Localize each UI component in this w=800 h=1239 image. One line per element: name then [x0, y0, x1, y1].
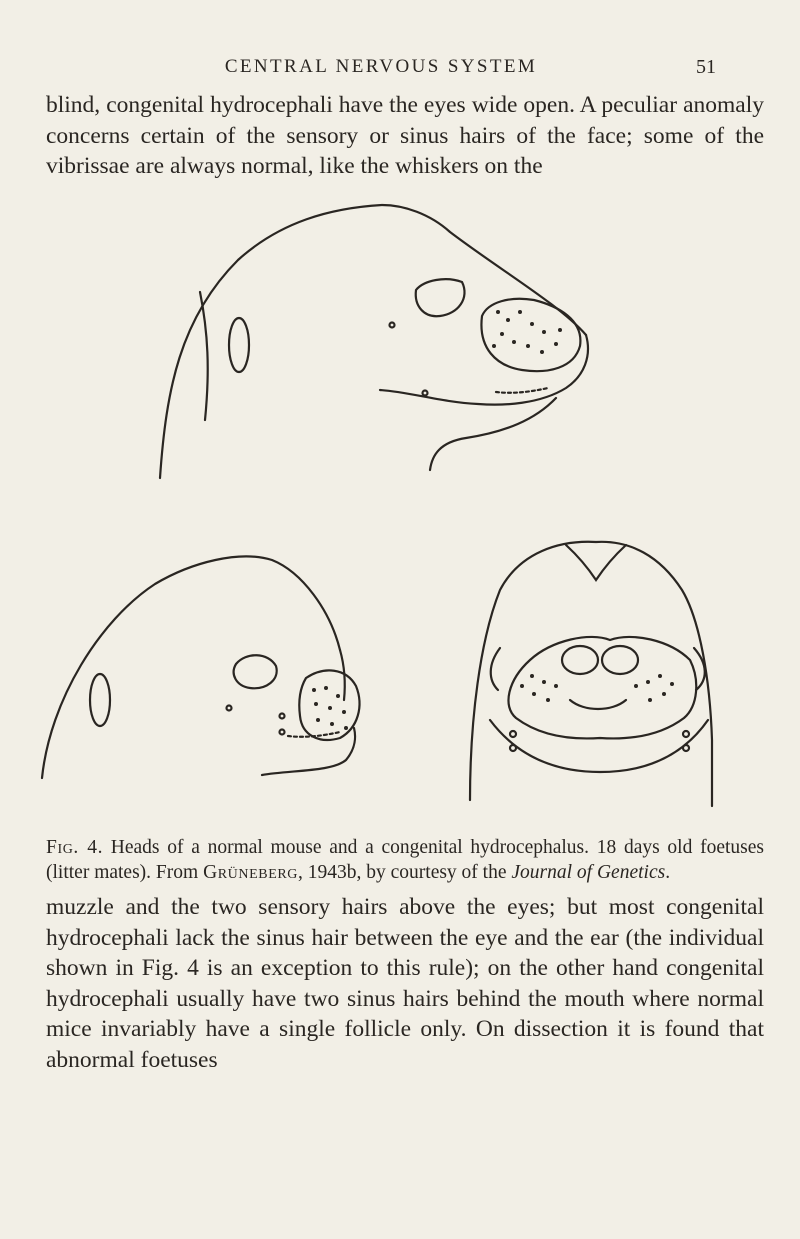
normal-mouse-head-drawing	[160, 205, 588, 478]
caption-author: Grüneberg	[203, 861, 298, 883]
caption-journal: Journal of Genetics	[511, 861, 666, 883]
body-paragraph-bottom: muzzle and the two sensory hairs above the eyes; but most congenital hydrocephali lack the sinus hair between the eye and the ear (the individual shown in Fig. 4 is an exception to this rule); on the other hand congenital hydrocephali usually have two sinus hairs behind the mouth where normal mice invariably have a single follicle only. On dissection it is found that abnormal foetuses	[46, 894, 764, 1073]
running-title: CENTRAL NERVOUS SYSTEM	[224, 56, 538, 77]
caption-after-author: , 1943b, by courtesy of the	[298, 861, 507, 883]
hydrocephalic-side-view-drawing	[42, 556, 359, 778]
hydrocephalic-front-view-drawing	[470, 542, 712, 806]
figure-caption	[46, 836, 764, 885]
caption-main: Heads of a normal mouse and a congenital hydrocephalus. 18 days old foetuses (litter mates). From	[46, 837, 764, 883]
page-number: 51	[696, 56, 716, 78]
body-paragraph-top: blind, congenital hydrocephali have the eyes wide open. A peculiar anomaly concerns certain of the sensory or sinus hairs of the face; some of the vibrissae are always normal, like the whiskers on the	[46, 92, 764, 179]
caption-end: .	[665, 861, 671, 883]
figure-label: Fig. 4.	[46, 837, 104, 858]
